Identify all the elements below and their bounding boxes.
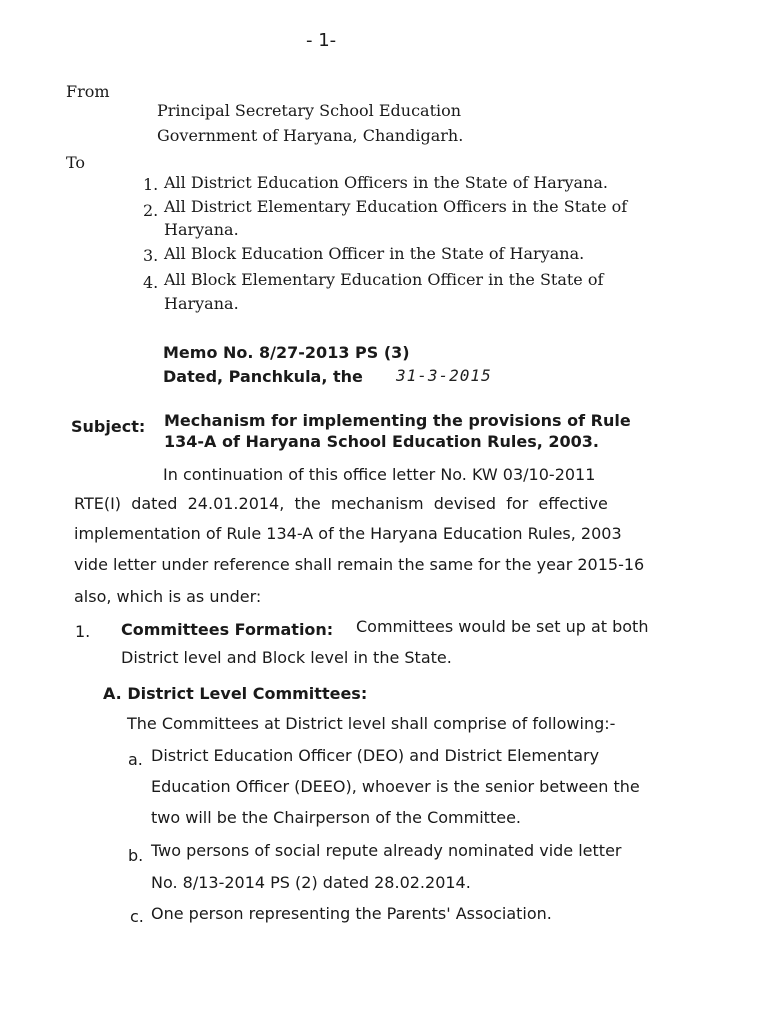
item-letter: c. bbox=[130, 907, 144, 926]
recipient-number: 2. bbox=[143, 201, 159, 220]
intro-line-1: In continuation of this office letter No. KW 03/10-2011 bbox=[163, 465, 596, 484]
to-label: To bbox=[66, 153, 86, 172]
from-label: From bbox=[66, 82, 110, 101]
subject-line-1: Mechanism for implementing the provisions of Rule bbox=[164, 411, 631, 430]
page-number: - 1- bbox=[306, 30, 337, 51]
item-line: Two persons of social repute already nominated vide letter bbox=[151, 841, 622, 860]
recipient-line-cont: Haryana. bbox=[164, 220, 239, 239]
item-letter: a. bbox=[128, 750, 143, 769]
district-heading: A. District Level Committees: bbox=[103, 684, 368, 703]
memo-dated-label: Dated, Panchkula, the bbox=[163, 367, 363, 386]
section-text-1: Committees would be set up at both bbox=[356, 617, 649, 636]
section-title: Committees Formation: bbox=[121, 620, 334, 639]
item-line: No. 8/13-2014 PS (2) dated 28.02.2014. bbox=[151, 873, 471, 892]
item-line: One person representing the Parents' Association. bbox=[151, 904, 552, 923]
intro-line-3: implementation of Rule 134-A of the Haryana Education Rules, 2003 bbox=[74, 524, 622, 543]
subject-line-2: 134-A of Haryana School Education Rules, 2003. bbox=[164, 432, 599, 451]
recipient-number: 1. bbox=[143, 175, 159, 194]
intro-line-2: RTE(I) dated 24.01.2014, the mechanism devised for effective bbox=[74, 494, 608, 513]
intro-line-5: also, which is as under: bbox=[74, 587, 262, 606]
from-line-1: Principal Secretary School Education bbox=[157, 101, 462, 120]
item-line: two will be the Chairperson of the Committee. bbox=[151, 808, 521, 827]
recipient-number: 4. bbox=[143, 273, 159, 292]
recipient-line: All Block Education Officer in the State of Haryana. bbox=[164, 244, 585, 263]
memo-number: Memo No. 8/27-2013 PS (3) bbox=[163, 343, 410, 362]
section-text-2: District level and Block level in the State. bbox=[121, 648, 452, 667]
handwritten-date: 31-3-2015 bbox=[396, 366, 492, 385]
item-letter: b. bbox=[128, 846, 144, 865]
from-line-2: Government of Haryana, Chandigarh. bbox=[157, 126, 464, 145]
recipient-line: All Block Elementary Education Officer in the State of bbox=[164, 270, 604, 289]
subject-label: Subject: bbox=[71, 417, 146, 436]
recipient-number: 3. bbox=[143, 246, 159, 265]
section-number: 1. bbox=[75, 622, 91, 641]
recipient-line: All District Education Officers in the State of Haryana. bbox=[164, 173, 608, 192]
item-line: District Education Officer (DEO) and District Elementary bbox=[151, 746, 600, 765]
item-line: Education Officer (DEEO), whoever is the senior between the bbox=[151, 777, 640, 796]
district-intro: The Committees at District level shall comprise of following:- bbox=[127, 714, 616, 733]
recipient-line: All District Elementary Education Officers in the State of bbox=[164, 197, 628, 216]
recipient-line-cont: Haryana. bbox=[164, 294, 239, 313]
intro-line-4: vide letter under reference shall remain the same for the year 2015-16 bbox=[74, 555, 645, 574]
